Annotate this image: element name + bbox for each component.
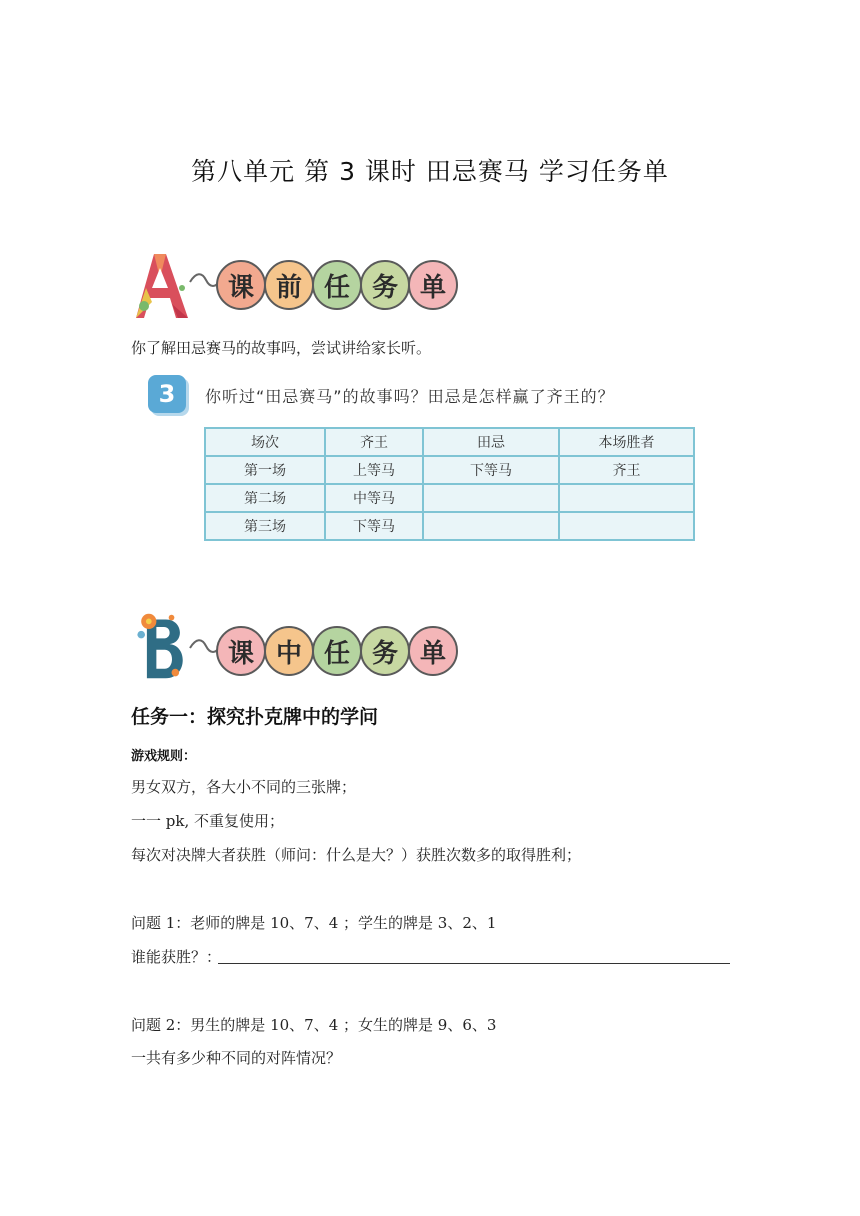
story-question: 你听过“田忌赛马”的故事吗？田忌是怎样赢了齐王的？ [205, 387, 615, 406]
rules-heading: 游戏规则： [131, 749, 197, 764]
table-row [205, 484, 694, 512]
table-cell[interactable] [423, 484, 559, 512]
letter-a-icon [132, 248, 194, 320]
table-row [205, 512, 694, 540]
bubble-2: 中 [264, 626, 314, 676]
letter-b-icon [132, 610, 194, 682]
bubble-5: 单 [408, 626, 458, 676]
bubble-2: 前 [264, 260, 314, 310]
rule-line-3: 每次对决牌大者获胜（师问：什么是大？）获胜次数多的取得胜利； [131, 846, 582, 864]
table-cell: 第三场 [205, 512, 325, 540]
question-number-badge: 3 [148, 375, 186, 413]
bubble-3: 任 [312, 260, 362, 310]
table-cell[interactable] [559, 484, 694, 512]
table-cell: 中等马 [325, 484, 423, 512]
bubble-1: 课 [216, 260, 266, 310]
section-a-intro: 你了解田忌赛马的故事吗，尝试讲给家长听。 [131, 339, 432, 357]
header-cell: 本场胜者 [559, 428, 694, 456]
table-cell[interactable] [559, 512, 694, 540]
answer-line[interactable] [218, 963, 730, 964]
section-a-bubbles [216, 260, 456, 310]
bubble-3: 任 [312, 626, 362, 676]
table-cell: 第一场 [205, 456, 325, 484]
table-cell[interactable]: 齐王 [559, 456, 694, 484]
question-1: 问题 1：老师的牌是 10、7、4 ；学生的牌是 3、2、1 [131, 914, 497, 932]
table-cell: 第二场 [205, 484, 325, 512]
table-cell[interactable] [423, 512, 559, 540]
table-header-row [205, 428, 694, 456]
table-cell: 上等马 [325, 456, 423, 484]
bubble-1: 课 [216, 626, 266, 676]
header-cell: 齐王 [325, 428, 423, 456]
question-1-prompt: 谁能获胜？： [131, 948, 222, 966]
question-2: 问题 2：男生的牌是 10、7、4 ；女生的牌是 9、6、3 [131, 1016, 497, 1034]
page-title: 第八单元 第 3 课时 田忌赛马 学习任务单 [191, 157, 669, 186]
header-cell: 场次 [205, 428, 325, 456]
rule-line-1: 男女双方，各大小不同的三张牌； [131, 778, 357, 796]
header-cell: 田忌 [423, 428, 559, 456]
bubble-5: 单 [408, 260, 458, 310]
table-row [205, 456, 694, 484]
section-b-bubbles [216, 626, 456, 676]
task-one-heading: 任务一：探究扑克牌中的学问 [131, 706, 379, 728]
table-cell[interactable]: 下等马 [423, 456, 559, 484]
table-cell: 下等马 [325, 512, 423, 540]
question-2-prompt: 一共有多少种不同的对阵情况？ [131, 1049, 342, 1067]
bubble-4: 务 [360, 626, 410, 676]
bubble-4: 务 [360, 260, 410, 310]
rule-line-2: 一一 pk, 不重复使用； [131, 812, 284, 830]
horse-race-table [204, 427, 695, 541]
